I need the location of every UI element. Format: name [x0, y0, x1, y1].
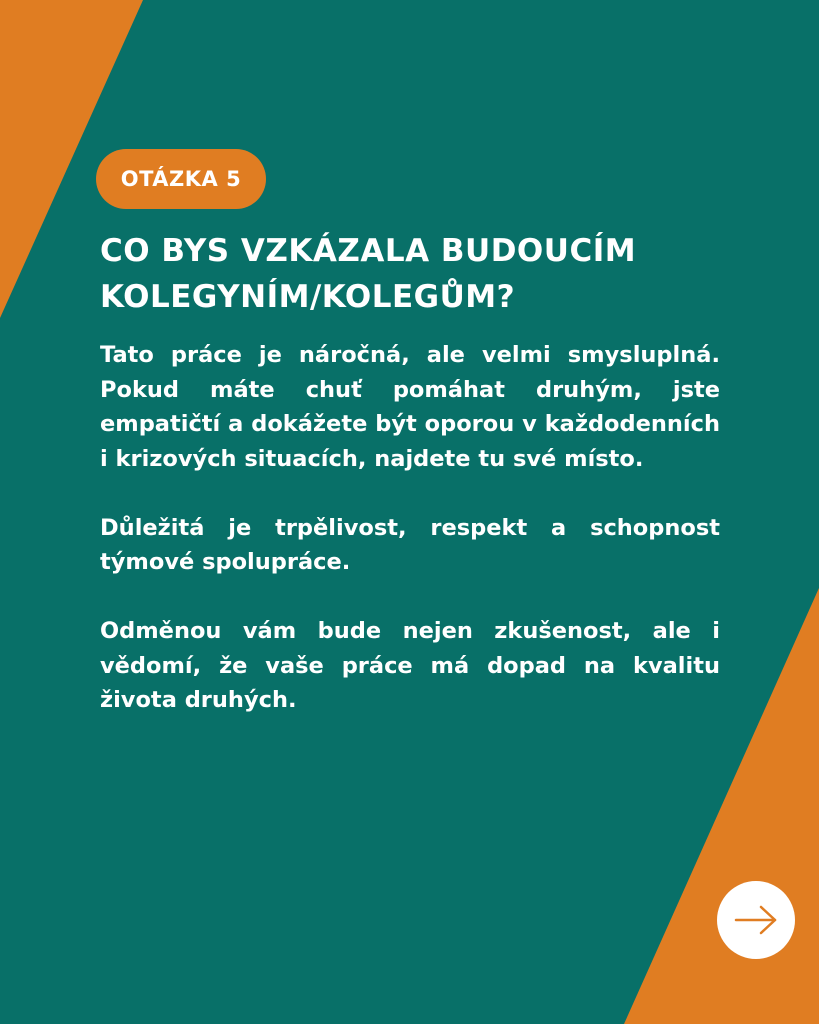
question-title-line-2: KOLEGYNÍM/KOLEGŮM?	[100, 279, 516, 315]
answer-paragraph: Důležitá je trpělivost, respekt a schopnost týmové spolupráce.	[100, 514, 720, 575]
question-title-line-1: CO BYS VZKÁZALA BUDOUCÍM	[100, 233, 637, 269]
arrow-right-icon	[733, 904, 779, 936]
question-badge-label: OTÁZKA 5	[120, 167, 242, 191]
question-badge	[96, 149, 266, 209]
answer-text	[100, 338, 720, 752]
next-slide-button[interactable]	[717, 881, 795, 959]
answer-paragraph: Tato práce je náročná, ale velmi smysluplná. Pokud máte chuť pomáhat druhým, jste empatičtí a dokážete být oporou v každodenních i krizových situacích, najdete tu své místo.	[100, 342, 720, 472]
question-title	[100, 228, 740, 320]
answer-paragraph: Odměnou vám bude nejen zkušenost, ale i vědomí, že vaše práce má dopad na kvalitu života druhých.	[100, 618, 720, 713]
